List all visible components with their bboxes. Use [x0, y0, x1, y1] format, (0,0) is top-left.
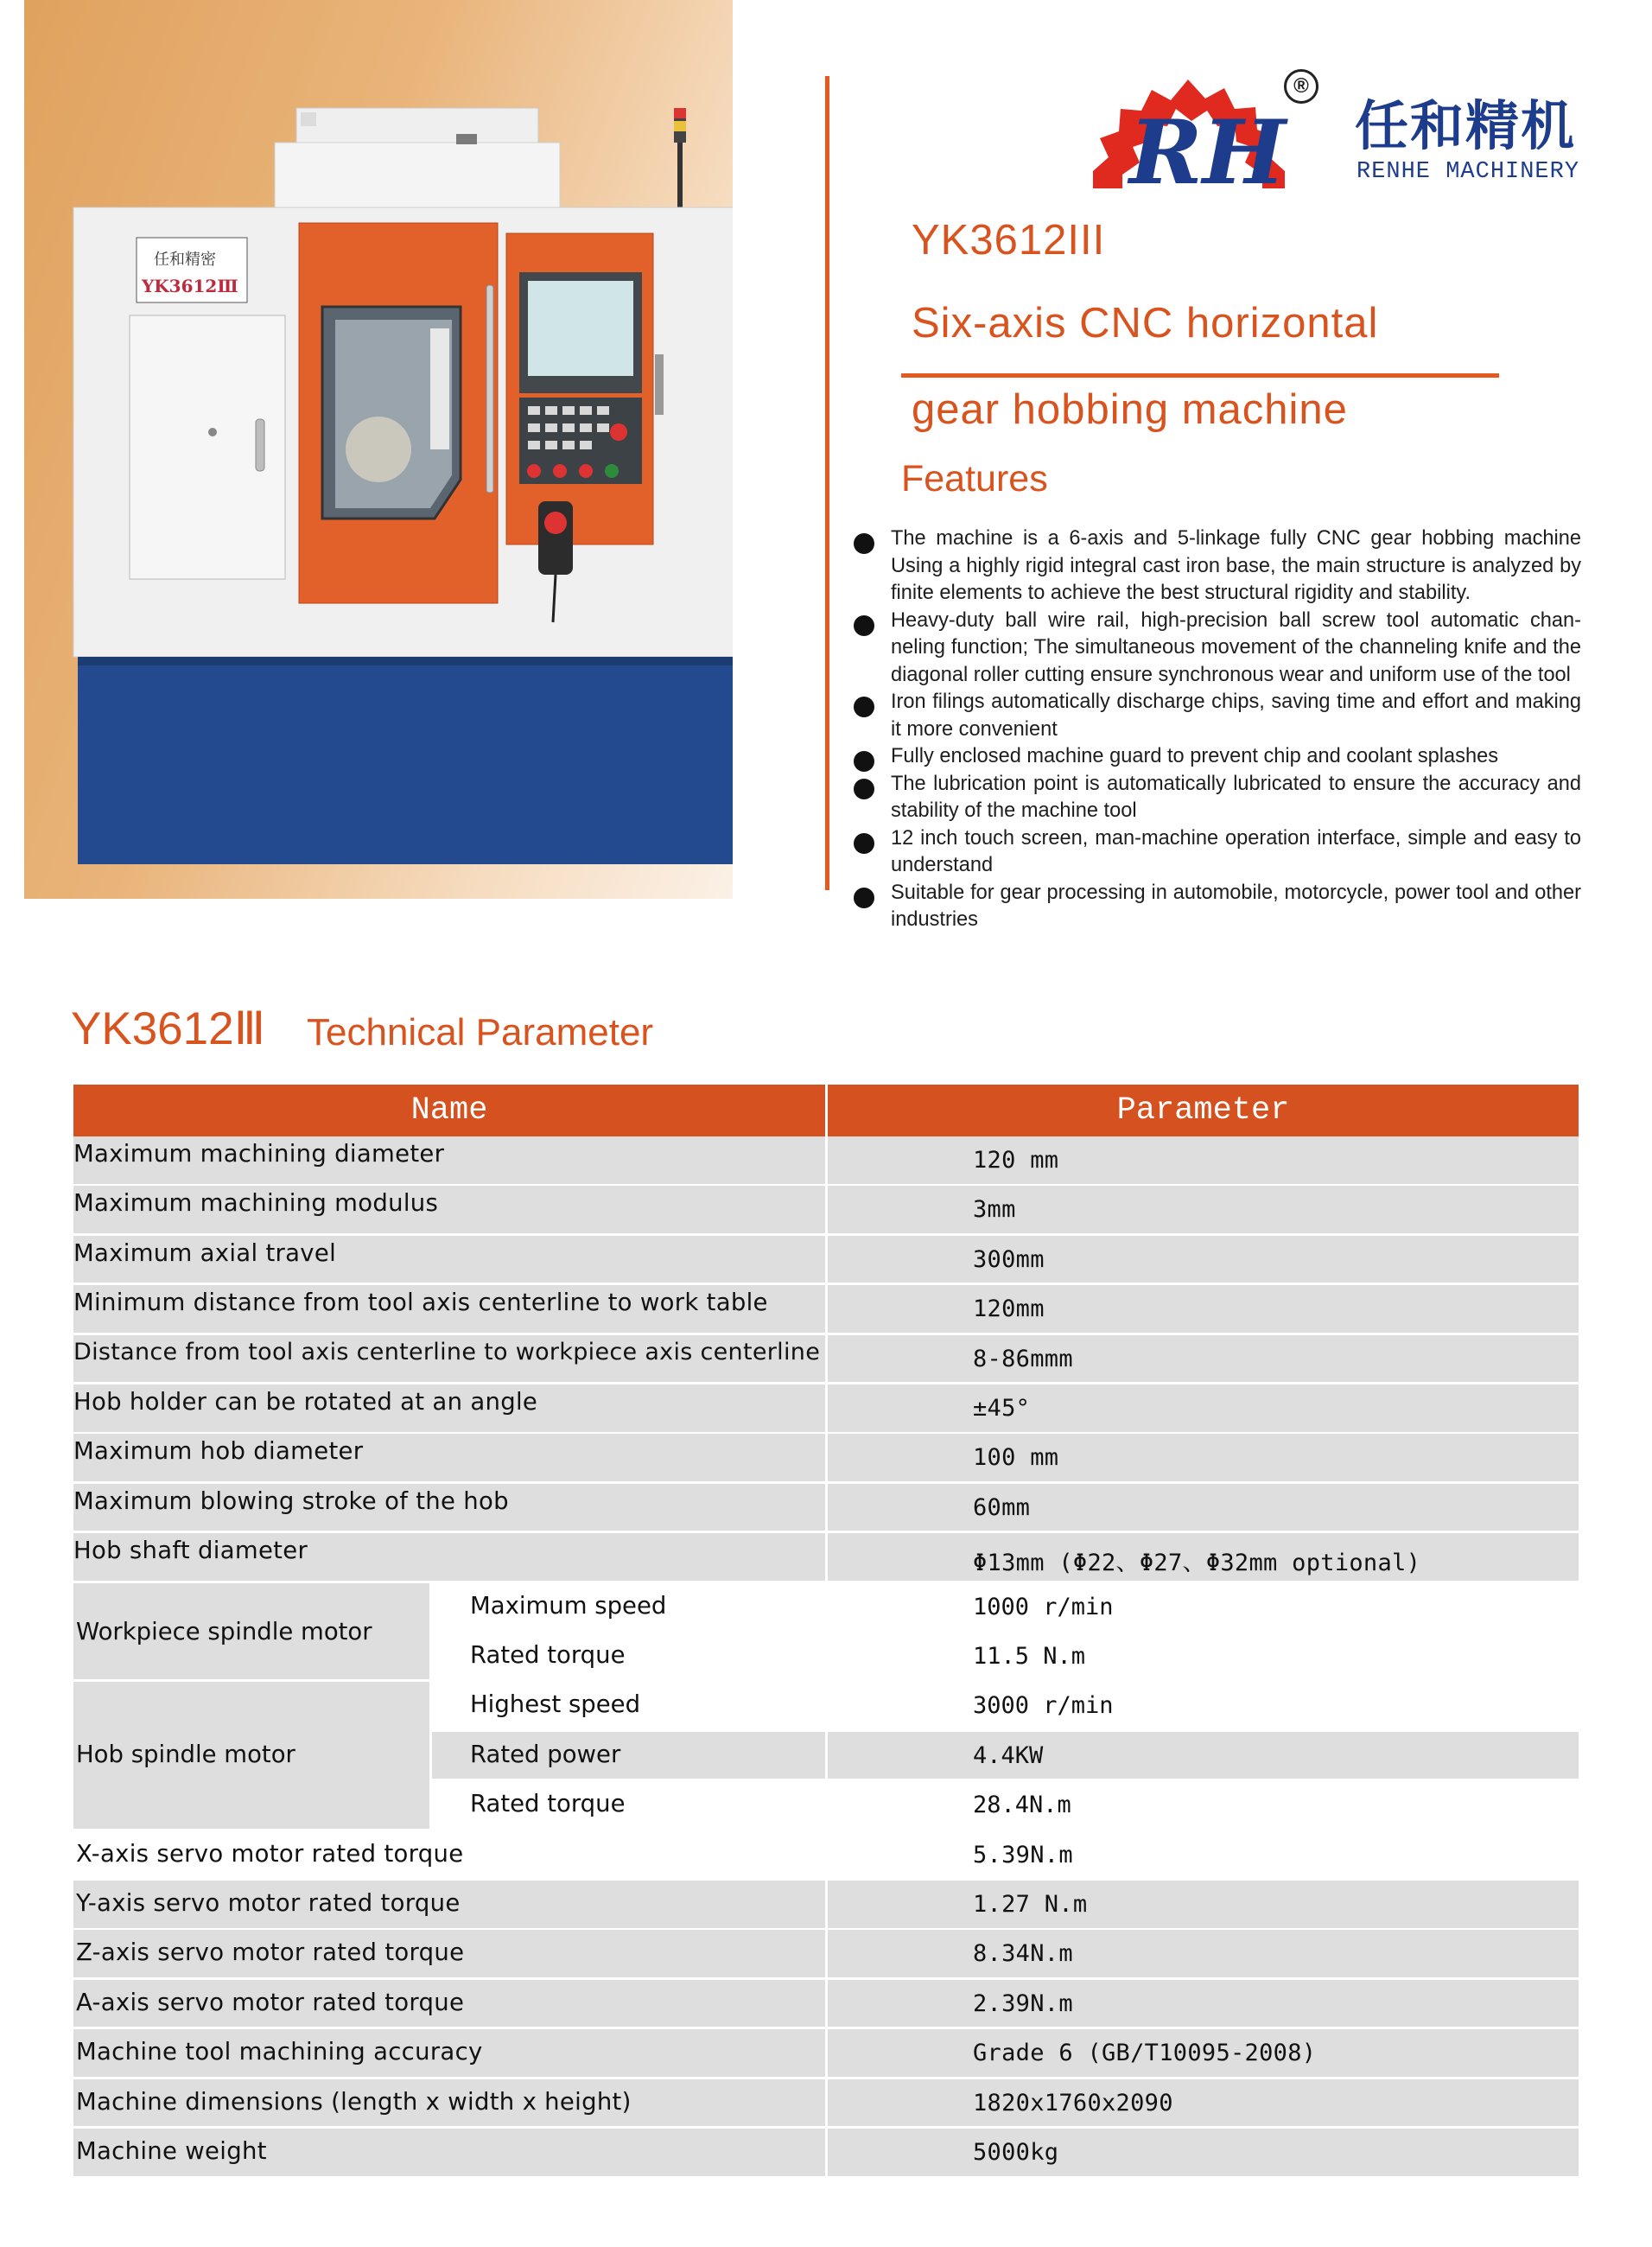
sub-value: 3000 r/min	[973, 1692, 1114, 1720]
group-sub-cell	[432, 1781, 825, 1829]
sub-value: 1000 r/min	[973, 1593, 1114, 1620]
sub-name: Rated torque	[470, 1790, 626, 1818]
row-value: 8.34N.m	[973, 1940, 1073, 1968]
vertical-divider	[825, 76, 829, 890]
row-name: Maximum hob diameter	[73, 1437, 364, 1466]
row-name: Machine dimensions (length x width x height)	[76, 2087, 632, 2116]
machine-photo	[24, 0, 733, 899]
group-name: Hob spindle motor	[76, 1741, 295, 1769]
registered-mark: ®	[1284, 69, 1318, 104]
row-name: Minimum distance from tool axis centerline to work table	[73, 1289, 768, 1317]
sub-name: Maximum speed	[470, 1591, 667, 1620]
tech-parameter-heading: Technical Parameter	[307, 1011, 654, 1053]
row-value: 3mm	[973, 1196, 1016, 1224]
row-name: Hob holder can be rotated at an angle	[73, 1388, 538, 1416]
row-name: X-axis servo motor rated torque	[76, 1839, 464, 1868]
row-name: Machine tool machining accuracy	[76, 2038, 483, 2066]
tech-parameter-model: YK3612Ⅲ	[71, 1003, 266, 1054]
feature-text: The lubrication point is automatically lubricated to ensure the accuracy and stability of the machine tool	[891, 772, 1581, 822]
machine-illustration	[24, 0, 733, 899]
feature-text: The machine is a 6-axis and 5-linkage fully CNC gear hobbing machine Using a highly rigid integral cast iron base, the main structure is analyzed by finite elements to achieve the best structural rigidity and stability.	[891, 527, 1581, 604]
row-name: Machine weight	[76, 2137, 267, 2165]
feature-text: 12 inch touch screen, man-machine operation interface, simple and easy to understand	[891, 826, 1581, 876]
group-sub-cell	[432, 1732, 825, 1779]
feature-item	[851, 608, 1581, 690]
bullet-icon	[854, 615, 874, 636]
column-header-name: Name	[73, 1085, 825, 1136]
sub-name: Rated torque	[470, 1640, 626, 1669]
table-row	[73, 1285, 1579, 1334]
row-name: Maximum blowing stroke of the hob	[73, 1486, 509, 1515]
hob-spindle-group	[73, 1682, 1579, 1829]
feature-item	[851, 771, 1581, 825]
product-title-line-2: Six-axis CNC horizontal	[912, 300, 1379, 347]
nameplate-brand: 任和精密	[154, 251, 216, 269]
feature-item	[851, 825, 1581, 880]
row-value: 100 mm	[973, 1444, 1059, 1472]
row-value: 2.39N.m	[973, 1989, 1073, 2017]
table-row	[73, 1136, 1579, 1186]
table-row	[73, 2129, 1579, 2178]
bullet-icon	[854, 751, 874, 772]
bullet-icon	[854, 533, 874, 554]
group-value-cell	[828, 1583, 1579, 1631]
feature-item	[851, 880, 1581, 934]
group-value-cell	[828, 1732, 1579, 1779]
row-value: 300mm	[973, 1245, 1045, 1273]
title-underline	[901, 373, 1499, 378]
column-header-parameter: Parameter	[828, 1085, 1579, 1136]
sub-name: Rated power	[470, 1740, 621, 1768]
table-row	[73, 1434, 1579, 1483]
product-title-line-3: gear hobbing machine	[912, 386, 1348, 433]
table-row	[73, 1881, 1579, 1930]
group-value-cell	[828, 1781, 1579, 1829]
renhe-logo	[1084, 67, 1309, 199]
feature-text: Fully enclosed machine guard to prevent chip and coolant splashes	[891, 745, 1498, 767]
group-name: Workpiece spindle motor	[76, 1617, 372, 1645]
features-list	[851, 525, 1581, 934]
row-name: A-axis servo motor rated torque	[76, 1988, 465, 2016]
row-name: Maximum machining diameter	[73, 1140, 445, 1168]
table-row	[73, 2079, 1579, 2129]
feature-item	[851, 743, 1581, 771]
sub-value: 4.4KW	[973, 1741, 1044, 1769]
workpiece-spindle-group	[73, 1583, 1579, 1680]
table-row	[73, 1186, 1579, 1235]
bullet-icon	[854, 779, 874, 799]
machine-nameplate	[137, 238, 247, 302]
row-value: 1.27 N.m	[973, 1891, 1088, 1918]
brand-name-english: RENHE MACHINERY	[1357, 159, 1580, 185]
row-name: Distance from tool axis centerline to workpiece axis centerline	[73, 1338, 821, 1365]
feature-text: Heavy-duty ball wire rail, high-precision ball screw tool automatic chan-neling function; The simultaneous movement of the channeling knife and the diagonal roller cutting ensure synchronous wear and uniform use of the tool	[891, 608, 1581, 686]
row-name: Hob shaft diameter	[73, 1537, 308, 1565]
row-value: 1820x1760x2090	[973, 2089, 1173, 2117]
bullet-icon	[854, 833, 874, 854]
group-value-cell	[828, 1633, 1579, 1680]
table-row	[73, 1831, 1579, 1881]
group-sub-cell	[432, 1633, 825, 1680]
sub-name: Highest speed	[470, 1690, 641, 1719]
logo-letters: RH	[1129, 101, 1287, 199]
table-row	[73, 2029, 1579, 2078]
row-value: ±45°	[973, 1395, 1031, 1422]
table-row	[73, 1384, 1579, 1434]
row-value: 120 mm	[973, 1147, 1059, 1174]
group-value-cell	[828, 1682, 1579, 1729]
sub-value: 11.5 N.m	[973, 1642, 1086, 1670]
feature-item	[851, 689, 1581, 743]
group-main-cell	[73, 1583, 429, 1680]
features-heading: Features	[901, 458, 1048, 500]
row-value: 120mm	[973, 1295, 1045, 1323]
brand-name-chinese: 任和精机	[1355, 94, 1577, 157]
row-name: Z-axis servo motor rated torque	[76, 1938, 465, 1967]
table-row	[73, 1533, 1579, 1582]
table-row	[73, 1335, 1579, 1384]
row-value: 5000kg	[973, 2139, 1059, 2166]
feature-item	[851, 525, 1581, 608]
bullet-icon	[854, 697, 874, 717]
row-value: Grade 6 (GB/T10095-2008)	[973, 2040, 1317, 2067]
row-value: 60mm	[973, 1493, 1031, 1521]
sub-value: 28.4N.m	[973, 1792, 1071, 1819]
table-row	[73, 1930, 1579, 1979]
table-header	[73, 1085, 1579, 1136]
row-value: 5.39N.m	[973, 1841, 1073, 1868]
row-name: Y-axis servo motor rated torque	[76, 1889, 461, 1917]
table-row	[73, 1980, 1579, 2029]
group-sub-cell	[432, 1682, 825, 1729]
row-value: Φ13mm (Φ22、Φ27、Φ32mm optional)	[973, 1550, 1421, 1577]
nameplate-model: YK3612Ⅲ	[142, 276, 238, 296]
row-name: Maximum machining modulus	[73, 1189, 439, 1218]
table-row	[73, 1236, 1579, 1285]
product-model-title: YK3612III	[912, 217, 1106, 264]
group-sub-cell	[432, 1583, 825, 1631]
table-row	[73, 1484, 1579, 1533]
group-main-cell	[73, 1682, 429, 1828]
row-name: Maximum axial travel	[73, 1238, 337, 1267]
bullet-icon	[854, 888, 874, 908]
feature-text: Suitable for gear processing in automobile, motorcycle, power tool and other industries	[891, 881, 1581, 931]
feature-text: Iron filings automatically discharge chips, saving time and effort and making it more convenient	[891, 691, 1581, 741]
row-value: 8-86mmm	[973, 1345, 1073, 1372]
